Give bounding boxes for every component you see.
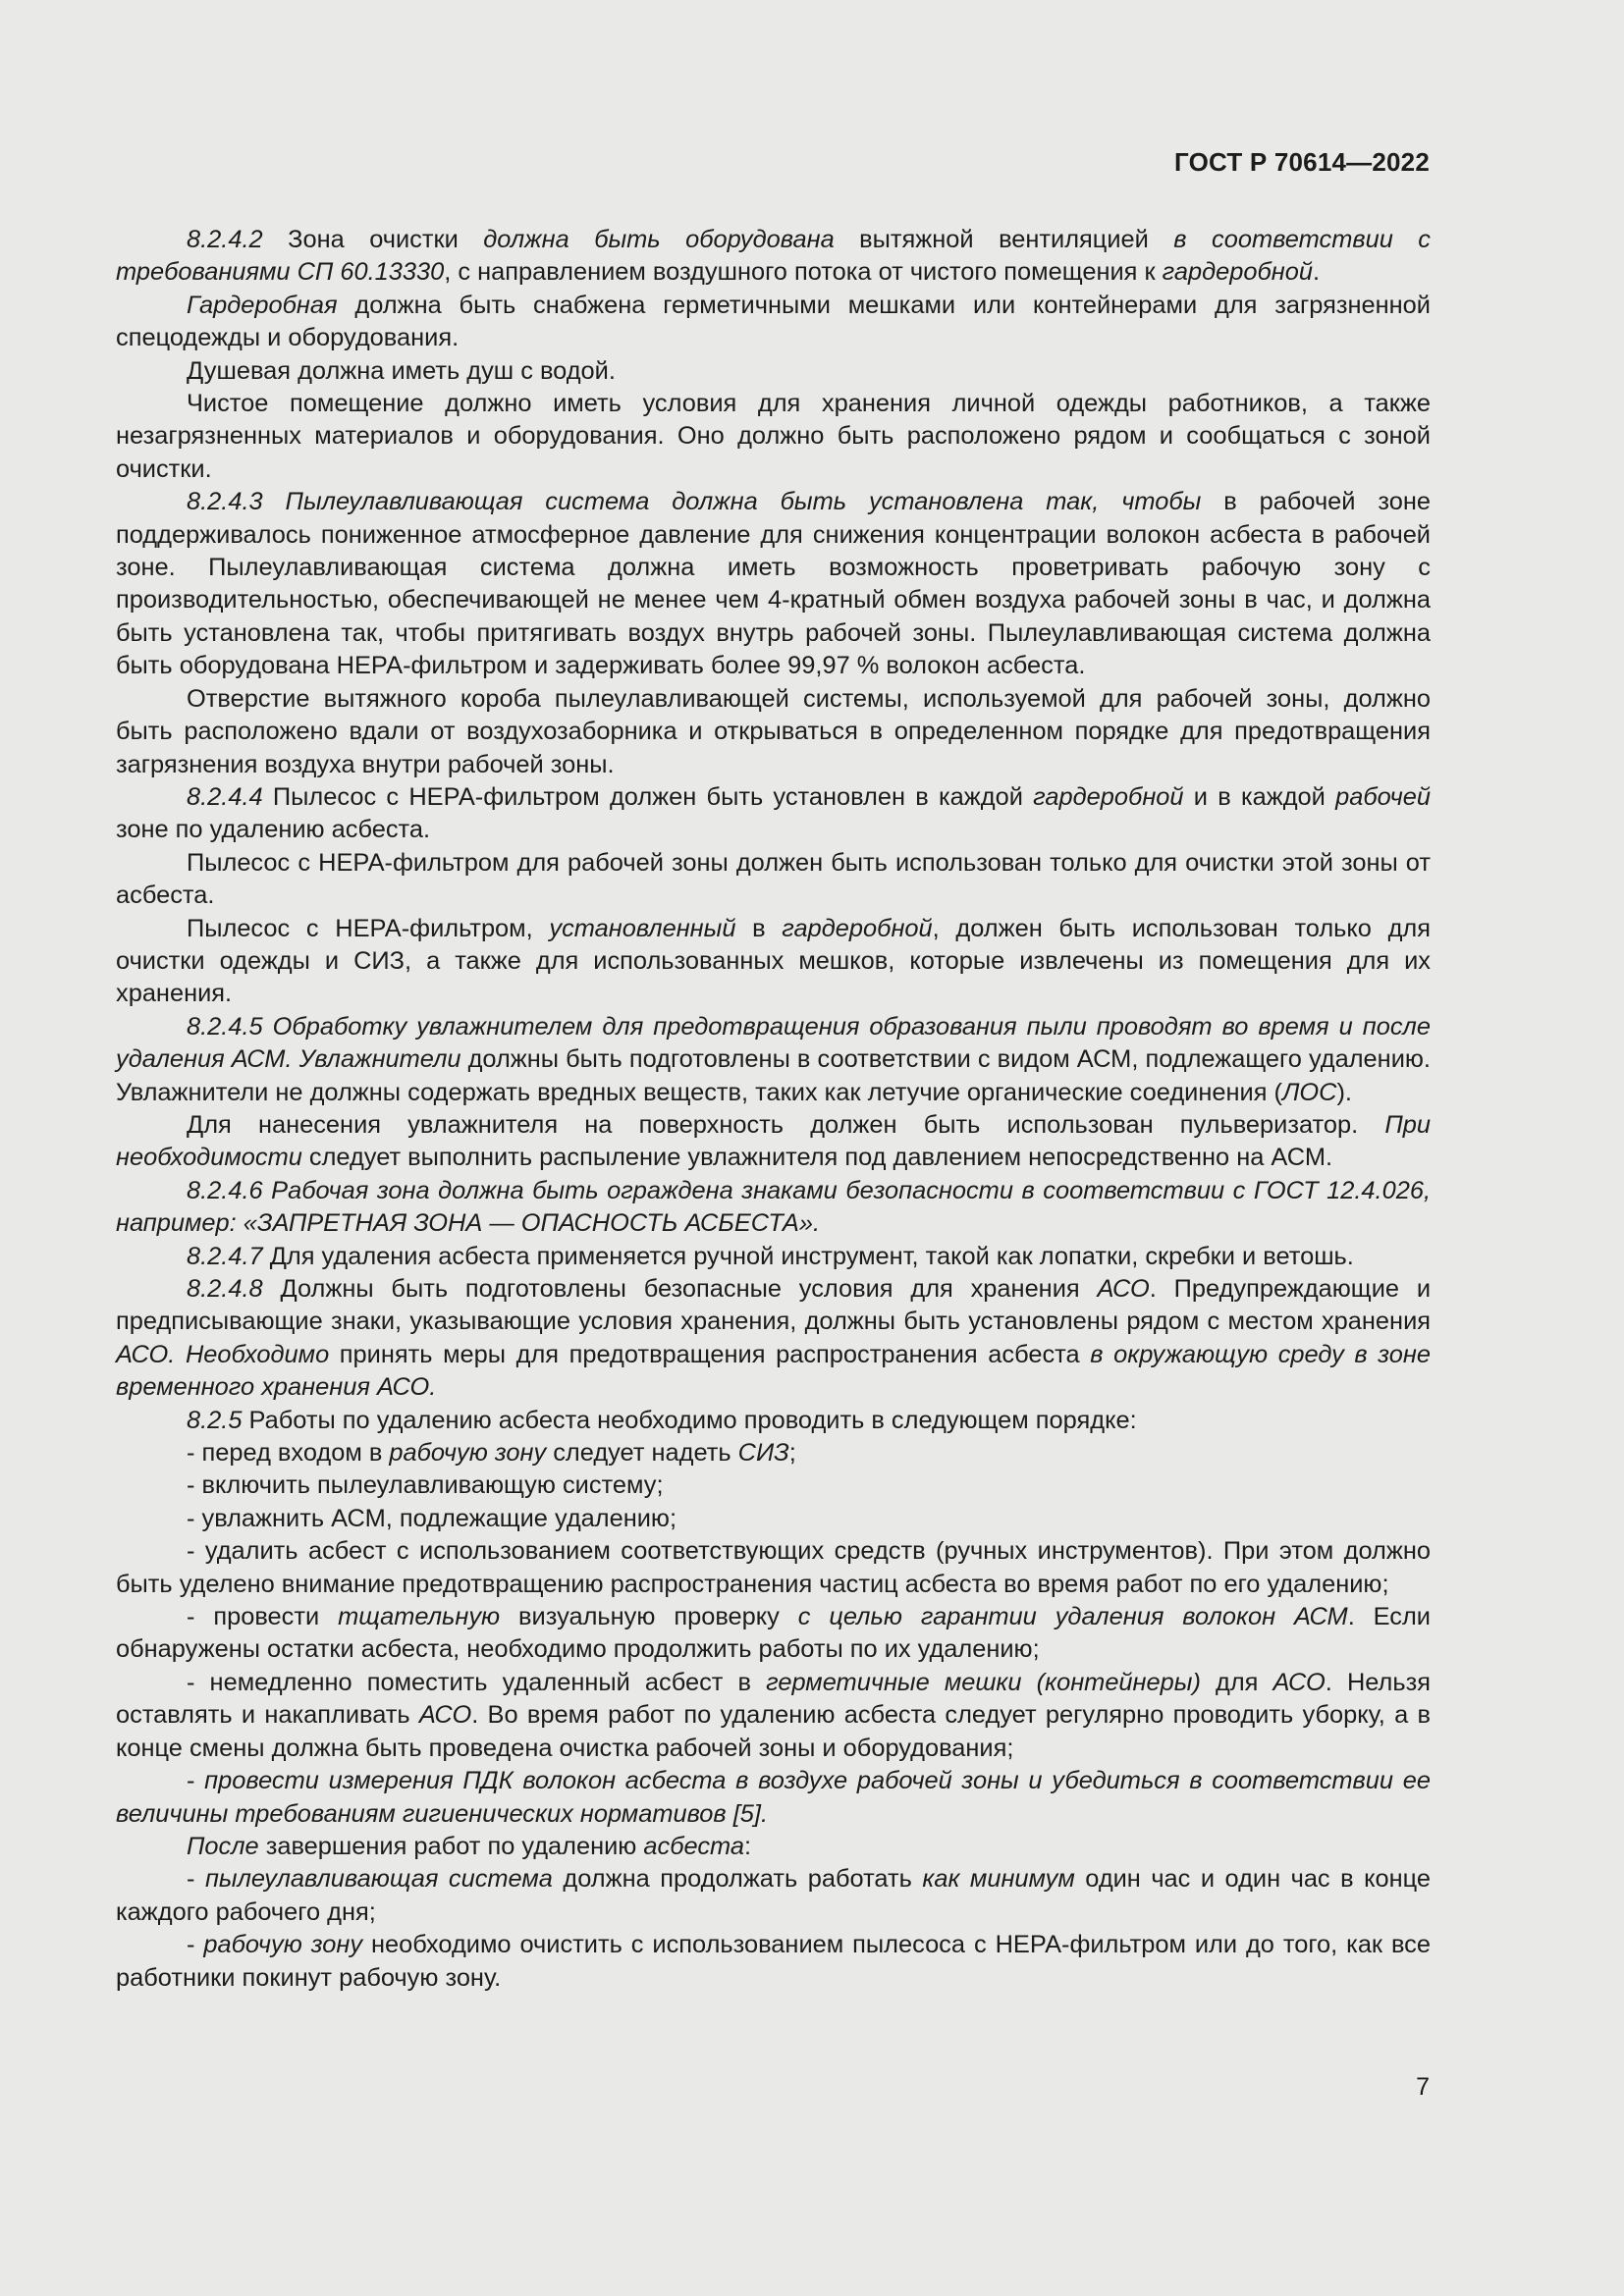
italic-text-run: рабочей xyxy=(1335,782,1431,811)
text-run: Зона очистки xyxy=(262,226,484,253)
text-run: зоне по удалению асбеста. xyxy=(116,816,431,844)
text-run: должна быть снабжена герметичными мешками или контейнерами для загрязненной спецодежды и оборудования. xyxy=(116,291,1431,352)
italic-text-run: 8.2.4.6 Рабочая зона должна быть ограждена знаками безопасности в соответствии с ГОСТ 12.4.026, например: «ЗАПРЕТНАЯ ЗОНА — ОПАСНОСТЬ АСБЕСТА». xyxy=(116,1176,1431,1238)
text-run: необходимо очистить с использованием пылесоса с НЕРА-фильтром или до того, как все работники покинут рабочую зону. xyxy=(116,1931,1432,1992)
italic-text-run: должна быть оборудована xyxy=(483,226,835,253)
italic-text-run: рабочую зону xyxy=(389,1439,547,1468)
body-paragraph xyxy=(116,683,1431,781)
text-run: в рабочей зоне поддерживалось пониженное атмосферное давление для снижения концентрации волокон асбеста в рабочей зоне. Пылеулавливающая система должна иметь возможность проветривать рабочую зону с производительностью, обеспечивающей не менее чем 4-кратный обмен воздуха рабочей зоны в час, и должна быть установлена так, чтобы притягивать воздух внутрь рабочей зоны. Пылеулавливающая система должна быть оборудована НЕРА-фильтром и задерживать более 99,97 % волокон асбеста. xyxy=(116,488,1431,680)
text-run: должны быть подготовлены в соответствии с видом АСМ, подлежащего удалению. Увлажнители не должны содержать вредных веществ, таких как летучие органические соединения ( xyxy=(116,1045,1431,1106)
text-run: - xyxy=(187,1865,205,1894)
text-run: , с направлением воздушного потока от чистого помещения к xyxy=(444,258,1163,287)
text-run: ; xyxy=(788,1439,796,1468)
text-run: следует выполнить распыление увлажнителя под давлением непосредственно на АСМ. xyxy=(301,1144,1333,1172)
document-code-header: ГОСТ Р 70614—2022 xyxy=(1174,147,1430,177)
italic-text-run: 8.2.5 xyxy=(187,1406,243,1434)
text-run: Для нанесения увлажнителя на поверхность должен быть использован пульверизатор. xyxy=(187,1110,1385,1139)
body-paragraph xyxy=(116,1601,1431,1667)
text-run: . Если обнаружены остатки асбеста, необходимо продолжить работы по их удалению; xyxy=(116,1603,1431,1664)
text-run: следует надеть xyxy=(546,1439,738,1468)
text-run: Чистое помещение должно иметь условия для хранения личной одежды работников, а также незагрязненных материалов и оборудования. Оно должно быть расположено рядом и сообщаться с зоной очистки. xyxy=(116,390,1431,483)
italic-text-run: 8.2.4.4 xyxy=(187,782,263,811)
text-run: для xyxy=(1200,1668,1273,1696)
italic-text-run: АСО xyxy=(1097,1275,1150,1303)
body-paragraph xyxy=(116,1535,1431,1601)
italic-text-run: 8.2.4.5 Обработку увлажнителем для предотвращения образования пыли проводят во время и после удаления АСМ. Увлажнители xyxy=(116,1012,1431,1074)
body-paragraph xyxy=(116,355,1431,388)
text-run: в xyxy=(735,914,783,942)
text-run: принять меры для предотвращения распространения асбеста xyxy=(329,1340,1091,1368)
italic-text-run: гардеробной xyxy=(1033,782,1184,811)
text-run: вытяжной вентиляцией xyxy=(834,226,1174,253)
text-run: Пылесос с НЕРА-фильтром для рабочей зоны должен быть использован только для очистки этой зоны от асбеста. xyxy=(116,848,1431,910)
italic-text-run: с целью гарантии удаления волокон АСМ xyxy=(797,1603,1348,1631)
body-paragraph xyxy=(116,290,1431,355)
text-run: - немедленно поместить удаленный асбест в xyxy=(187,1668,767,1696)
text-run: завершения работ по удалению xyxy=(258,1832,644,1860)
body-paragraph xyxy=(116,1929,1431,1995)
body-paragraph xyxy=(116,1109,1431,1175)
body-paragraph xyxy=(116,1405,1431,1437)
italic-text-run: Гардеробная xyxy=(187,291,338,319)
body-paragraph xyxy=(116,1503,1431,1535)
text-run: Отверстие вытяжного короба пылеулавливающей системы, используемой для рабочей зоны, должно быть расположено вдали от воздухозаборника и открываться в определенном порядке для предотвращения загрязнения воздуха внутри рабочей зоны. xyxy=(116,684,1431,778)
text-run: : xyxy=(744,1832,752,1860)
italic-text-run: АСО xyxy=(1272,1668,1326,1696)
italic-text-run: пылеулавливающая система xyxy=(204,1865,553,1894)
body-paragraph xyxy=(116,1863,1431,1929)
italic-text-run: СИЗ xyxy=(737,1439,789,1468)
body-paragraph xyxy=(116,388,1431,486)
italic-text-run: гардеробной xyxy=(782,914,933,942)
body-paragraph xyxy=(116,1011,1431,1109)
italic-text-run: гардеробной xyxy=(1162,258,1313,287)
text-run: один час и один час в конце каждого рабочего дня; xyxy=(116,1865,1432,1926)
body-paragraph xyxy=(116,1765,1431,1831)
body-paragraph xyxy=(116,224,1431,290)
italic-text-run: провести измерения ПДК волокон асбеста в воздухе рабочей зоны и убедиться в соответствии ее величины требованиям гигиенических нормативов [5]. xyxy=(116,1767,1431,1828)
italic-text-run: 8.2.4.2 xyxy=(187,226,263,253)
text-run: , должен быть использован только для очистки одежды и СИЗ, а также для использованных мешков, которые извлечены из помещения для их хранения. xyxy=(116,914,1431,1008)
text-run: ). xyxy=(1336,1078,1352,1106)
text-run: - провести xyxy=(187,1603,339,1631)
text-run: . Нельзя оставлять и накапливать xyxy=(116,1668,1431,1730)
body-paragraph xyxy=(116,486,1431,682)
text-run: - удалить асбест с использованием соответствующих средств (ручных инструментов). При этом должно быть уделено внимание предотвращению распространения частиц асбеста во время работ по его удалению; xyxy=(116,1537,1431,1598)
text-run: - увлажнить АСМ, подлежащие удалению; xyxy=(187,1504,677,1532)
italic-text-run: установленный xyxy=(549,914,736,942)
text-run: . xyxy=(1313,258,1321,287)
text-run: и в каждой xyxy=(1183,782,1336,811)
text-run: - включить пылеулавливающую систему; xyxy=(187,1471,664,1500)
text-run: визуальную проверку xyxy=(500,1603,798,1631)
italic-text-run: в окружающую среду в зоне временного хранения АСО. xyxy=(116,1340,1431,1402)
text-run: - xyxy=(187,1767,205,1795)
italic-text-run: тщательную xyxy=(338,1603,501,1631)
italic-text-run: ЛОС xyxy=(1281,1078,1337,1106)
page-number: 7 xyxy=(1416,2073,1430,2101)
body-paragraph xyxy=(116,1831,1431,1863)
italic-text-run: рабочую зону xyxy=(203,1931,363,1959)
body-paragraph xyxy=(116,1175,1431,1241)
text-run: Для удаления асбеста применяется ручной инструмент, такой как лопатки, скребки и ветошь. xyxy=(262,1242,1354,1270)
text-run: . Во время работ по удалению асбеста следует регулярно проводить уборку, а в конце смены должна быть проведена очистка рабочей зоны и оборудования; xyxy=(116,1701,1431,1762)
body-paragraph xyxy=(116,1667,1431,1765)
italic-text-run: АСО xyxy=(418,1701,472,1730)
body-paragraph xyxy=(116,913,1431,1011)
text-run: . Предупреждающие и предписывающие знаки, указывающие условия хранения, должны быть установлены рядом с местом хранения xyxy=(116,1275,1432,1336)
document-body xyxy=(116,224,1431,1995)
italic-text-run: После xyxy=(187,1832,259,1860)
italic-text-run: 8.2.4.3 Пылеулавливающая система должна быть установлена так, чтобы xyxy=(187,488,1202,516)
body-paragraph xyxy=(116,781,1431,847)
text-run: Работы по удалению асбеста необходимо проводить в следующем порядке: xyxy=(242,1406,1137,1434)
text-run: должна продолжать работать xyxy=(552,1865,923,1894)
italic-text-run: АСО. Необходимо xyxy=(116,1340,330,1368)
italic-text-run: 8.2.4.7 xyxy=(187,1242,263,1270)
text-run: Пылесос с НЕРА-фильтром должен быть установлен в каждой xyxy=(262,782,1034,811)
text-run: - xyxy=(187,1931,204,1959)
italic-text-run: как минимум xyxy=(922,1865,1075,1894)
italic-text-run: асбеста xyxy=(643,1832,745,1860)
text-run: Душевая должна иметь душ с водой. xyxy=(187,356,616,385)
body-paragraph xyxy=(116,1273,1431,1405)
italic-text-run: При необходимости xyxy=(116,1110,1431,1172)
body-paragraph xyxy=(116,1241,1431,1273)
body-paragraph xyxy=(116,847,1431,913)
text-run: Должны быть подготовлены безопасные условия для хранения xyxy=(262,1275,1098,1303)
text-run: Пылесос с НЕРА-фильтром, xyxy=(187,914,550,942)
text-run: - перед входом в xyxy=(187,1439,390,1468)
body-paragraph xyxy=(116,1469,1431,1502)
body-paragraph xyxy=(116,1437,1431,1469)
italic-text-run: герметичные мешки (контейнеры) xyxy=(766,1668,1201,1696)
italic-text-run: в соответствии с требованиями СП 60.13330 xyxy=(116,226,1432,287)
italic-text-run: 8.2.4.8 xyxy=(187,1275,263,1303)
